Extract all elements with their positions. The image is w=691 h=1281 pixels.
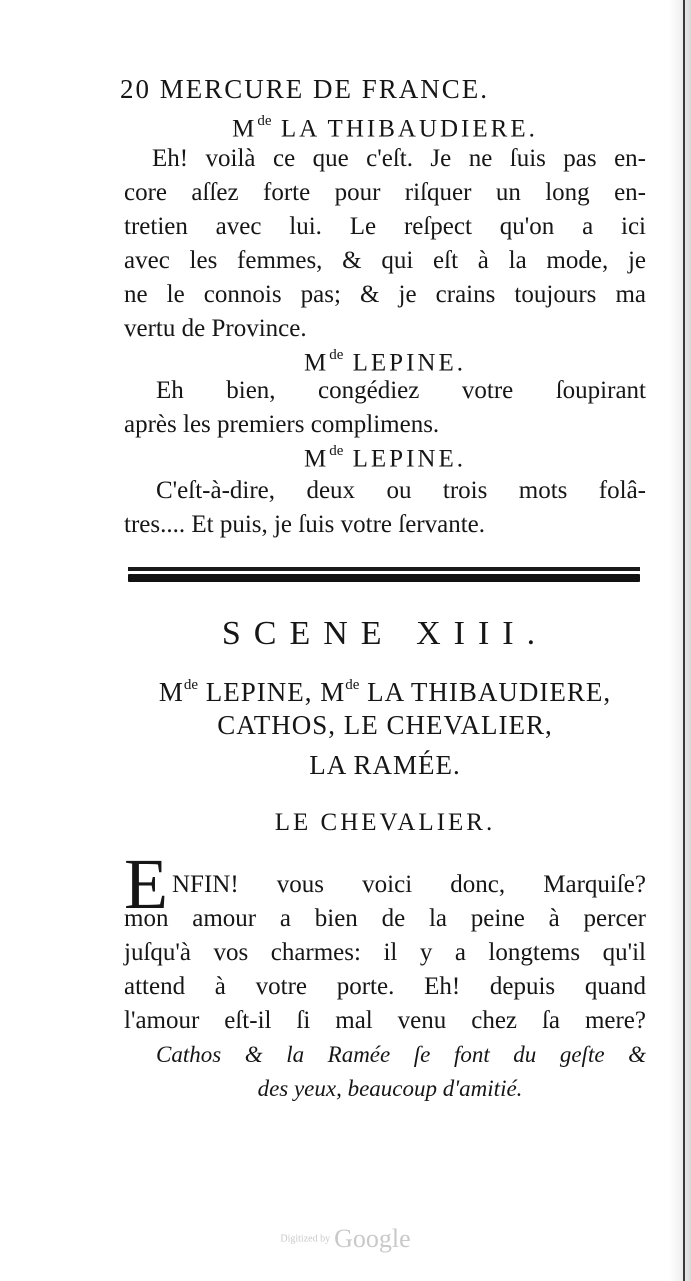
page-edge-shadow (669, 0, 691, 1281)
text-line: Eh bien, congédiez votre ſoupirant (156, 377, 646, 404)
page-binding-edge (683, 0, 685, 1281)
speaker-lepine: Mde LEPINE. (303, 443, 466, 473)
cast-line: Mde LEPINE, Mde LA THIBAUDIERE, (158, 677, 612, 707)
text-line: mon amour a bien de la peine à percer (124, 905, 646, 932)
drop-cap: E (124, 844, 168, 924)
section-divider-thin (128, 567, 640, 571)
text-line: après les premiers complimens. (124, 411, 440, 438)
text-line: juſqu'à vos charmes: il y a longtems qu'il (124, 939, 646, 966)
text-line: vertu de Province. (124, 315, 307, 342)
section-divider-thick (128, 574, 640, 582)
speaker-lepine: Mde LEPINE. (303, 347, 466, 377)
text-line: NFIN! vous voici donc, Marquiſe? (172, 871, 646, 898)
text-line: ne le connois pas; & je crains toujours ma (124, 281, 646, 308)
stage-direction-line: des yeux, beaucoup d'amitié. (257, 1076, 523, 1101)
text-line: C'eſt-à-dire, deux ou trois mots folâ- (156, 477, 646, 504)
stage-direction-line: Cathos & la Ramée ſe font du geſte & (156, 1042, 646, 1067)
cast-line: LA RAMÉE. (309, 750, 461, 780)
scene-title: SCENE XIII. (221, 615, 549, 652)
running-head: 20 MERCURE DE FRANCE. (120, 74, 490, 104)
text-line: avec les femmes, & qui eſt à la mode, je (124, 247, 646, 274)
text-line: Eh! voilà ce que c'eſt. Je ne ſuis pas en- (152, 145, 646, 172)
text-line: tres.... Et puis, je ſuis votre ſervante. (124, 511, 486, 538)
text-line: core aſſez forte pour riſquer un long en- (124, 179, 646, 206)
text-line: tretien avec lui. Le reſpect qu'on a ici (124, 213, 646, 240)
text-line: l'amour eſt-il ſi mal venu chez ſa mere? (124, 1007, 646, 1034)
text-line: attend à votre porte. Eh! depuis quand (124, 973, 646, 1000)
cast-line: CATHOS, LE CHEVALIER, (217, 710, 553, 740)
digitization-watermark: Digitized by Google (280, 1224, 411, 1253)
speaker-la-thibaudiere: Mde LA THIBAUDIERE. (232, 113, 538, 143)
speaker-le-chevalier: LE CHEVALIER. (274, 809, 496, 836)
